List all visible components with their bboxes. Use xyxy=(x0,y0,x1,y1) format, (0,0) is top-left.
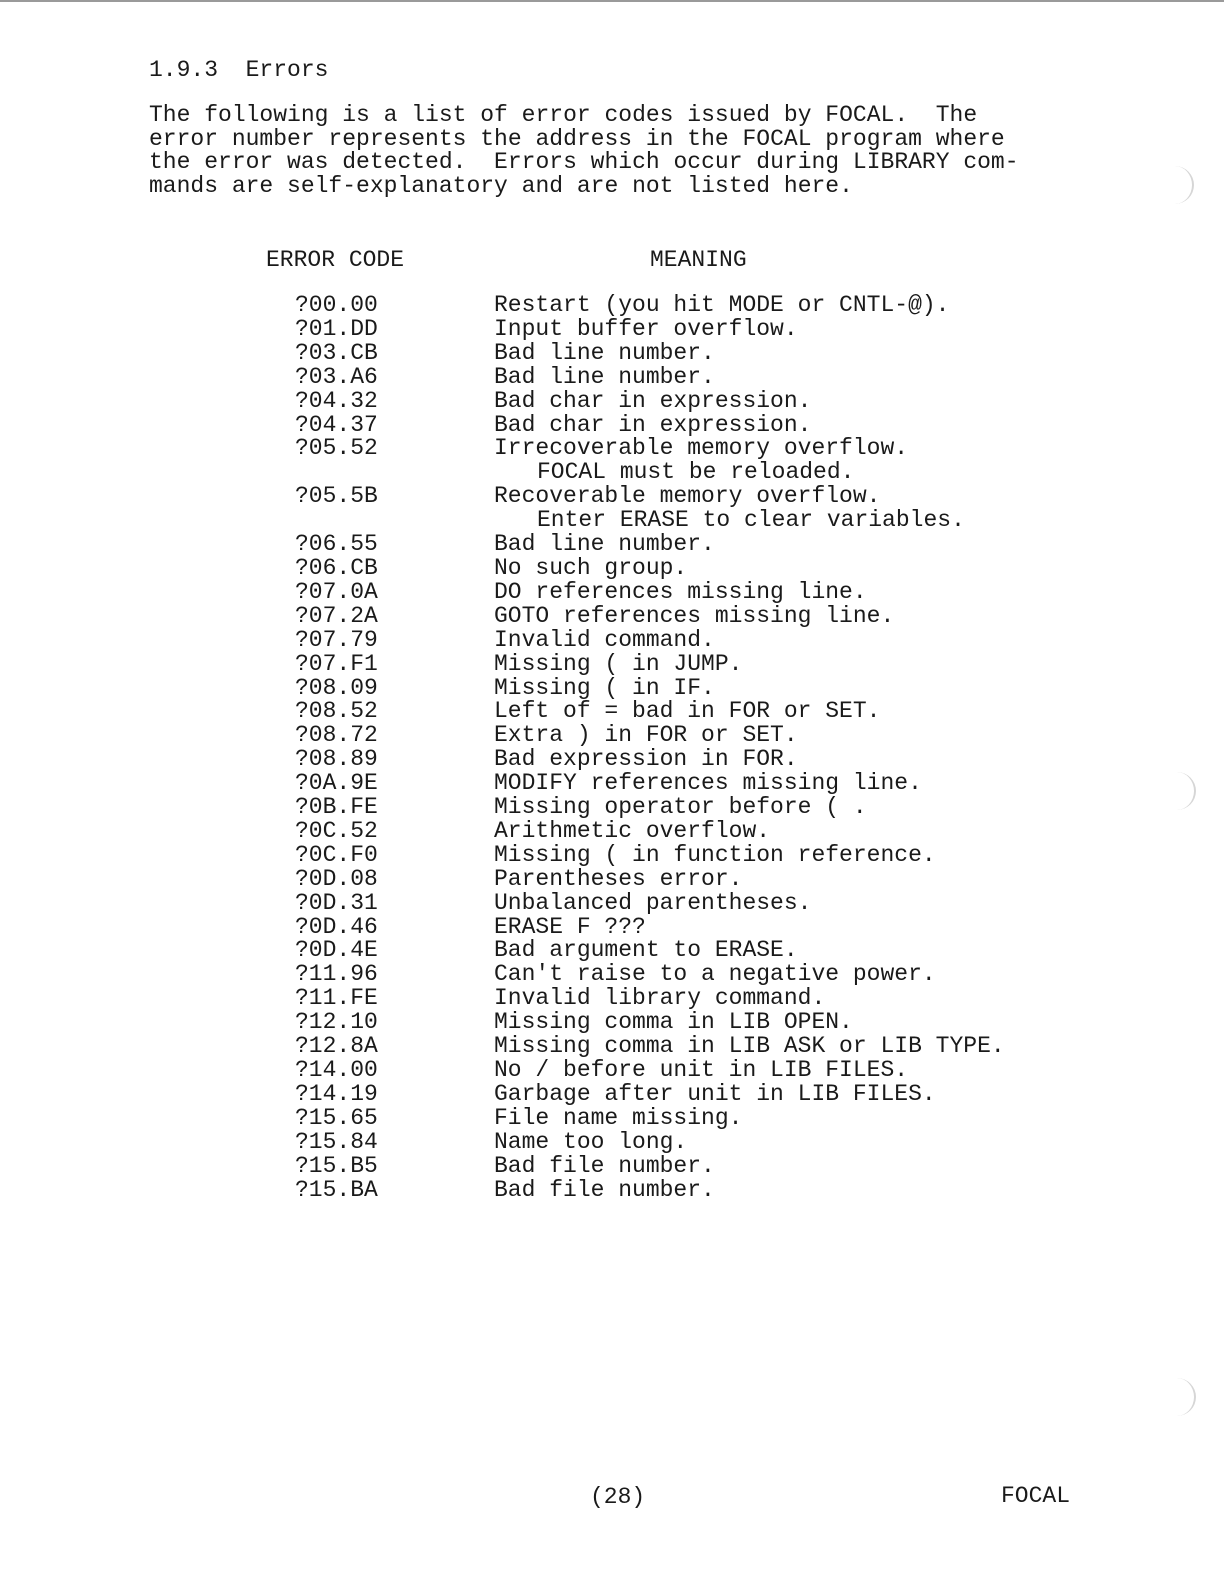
table-row xyxy=(295,987,1055,1011)
error-meaning-cell xyxy=(494,724,1055,748)
error-meaning-cell xyxy=(494,1176,1055,1203)
error-meaning-cell xyxy=(494,1011,1055,1035)
error-code: ?08.72 xyxy=(295,722,378,749)
error-code: ?05.5B xyxy=(295,483,378,510)
table-row xyxy=(295,411,1055,438)
table-row xyxy=(295,339,1055,366)
error-meaning: Can't raise to a negative power. xyxy=(494,961,936,988)
table-row xyxy=(295,772,1055,796)
error-meaning-continuation: FOCAL must be reloaded. xyxy=(537,459,855,486)
error-meaning: Bad line number. xyxy=(494,339,715,366)
error-meaning-continuation: Enter ERASE to clear variables. xyxy=(537,507,965,534)
error-code: ?15.65 xyxy=(295,1104,378,1131)
error-meaning: Garbage after unit in LIB FILES. xyxy=(494,1080,936,1107)
error-meaning-cell xyxy=(494,963,1055,987)
table-row xyxy=(295,363,1055,390)
error-code: ?0D.08 xyxy=(295,865,378,892)
error-meaning: Missing comma in LIB OPEN. xyxy=(494,1009,853,1036)
error-meaning: DO references missing line. xyxy=(494,578,867,605)
table-row xyxy=(295,485,1055,533)
error-code-table xyxy=(295,294,1055,1202)
table-row xyxy=(295,315,1055,342)
error-meaning: Extra ) in FOR or SET. xyxy=(494,722,798,749)
page-number: (28) xyxy=(590,1484,646,1510)
error-meaning: Missing ( in function reference. xyxy=(494,841,936,868)
table-row xyxy=(295,865,1055,892)
error-meaning-cell xyxy=(494,841,1055,868)
error-code: ?08.52 xyxy=(295,698,378,725)
table-row xyxy=(295,674,1055,701)
error-meaning-cell xyxy=(494,315,1055,342)
error-code: ?03.A6 xyxy=(295,363,378,390)
intro-line: The following is a list of error codes issued by FOCAL. The xyxy=(149,102,978,128)
table-row xyxy=(295,650,1055,677)
table-row xyxy=(295,294,1055,318)
error-meaning: Bad char in expression. xyxy=(494,387,812,414)
error-meaning-cell xyxy=(494,485,1055,533)
error-meaning: No / before unit in LIB FILES. xyxy=(494,1057,909,1083)
error-meaning-cell xyxy=(494,533,1055,557)
error-code: ?11.96 xyxy=(295,961,378,988)
table-row xyxy=(295,1059,1055,1083)
binder-hole-mark xyxy=(1172,1378,1196,1416)
error-meaning-cell xyxy=(494,1152,1055,1179)
error-code: ?08.89 xyxy=(295,746,378,773)
error-meaning: Restart (you hit MODE or CNTL-@). xyxy=(494,292,950,318)
error-code: ?14.19 xyxy=(295,1080,378,1107)
table-row xyxy=(295,700,1055,724)
table-row xyxy=(295,841,1055,868)
error-meaning-cell xyxy=(494,939,1055,963)
error-meaning: Missing ( in IF. xyxy=(494,674,715,701)
error-meaning-cell xyxy=(494,674,1055,701)
table-row xyxy=(295,554,1055,581)
error-meaning: Name too long. xyxy=(494,1128,688,1155)
error-meaning-cell xyxy=(494,650,1055,677)
error-meaning-cell xyxy=(494,700,1055,724)
error-code: ?00.00 xyxy=(295,292,378,318)
error-meaning-cell xyxy=(494,339,1055,366)
error-meaning: Arithmetic overflow. xyxy=(494,817,771,844)
error-meaning-cell xyxy=(494,772,1055,796)
error-meaning: Unbalanced parentheses. xyxy=(494,889,812,916)
error-code: ?07.2A xyxy=(295,602,378,629)
table-row xyxy=(295,913,1055,940)
error-code: ?08.09 xyxy=(295,674,378,701)
binder-hole-mark xyxy=(1172,772,1196,810)
table-row xyxy=(295,1035,1055,1059)
error-meaning-cell xyxy=(494,889,1055,916)
error-meaning: Recoverable memory overflow. xyxy=(494,483,881,510)
error-meaning-cell xyxy=(494,817,1055,844)
error-meaning-cell xyxy=(494,1080,1055,1107)
error-meaning: Missing comma in LIB ASK or LIB TYPE. xyxy=(494,1033,1005,1060)
error-code: ?06.55 xyxy=(295,531,378,558)
error-code: ?0A.9E xyxy=(295,770,378,797)
error-meaning: MODIFY references missing line. xyxy=(494,770,922,797)
error-code: ?12.8A xyxy=(295,1033,378,1060)
table-row xyxy=(295,602,1055,629)
error-code: ?0C.52 xyxy=(295,817,378,844)
error-meaning-cell xyxy=(494,1104,1055,1131)
table-row xyxy=(295,796,1055,820)
error-meaning: Irrecoverable memory overflow. xyxy=(494,435,909,462)
error-meaning: Missing operator before ( . xyxy=(494,794,867,821)
meaning-column-header: MEANING xyxy=(650,247,747,273)
error-meaning: Left of = bad in FOR or SET. xyxy=(494,698,881,725)
table-row xyxy=(295,1011,1055,1035)
error-code: ?0D.31 xyxy=(295,889,378,916)
table-row xyxy=(295,1152,1055,1179)
error-meaning: Bad argument to ERASE. xyxy=(494,937,798,964)
table-row xyxy=(295,1080,1055,1107)
error-meaning: Input buffer overflow. xyxy=(494,315,798,342)
error-meaning-cell xyxy=(494,437,1055,485)
error-meaning: Missing ( in JUMP. xyxy=(494,650,743,677)
table-row xyxy=(295,939,1055,963)
error-code: ?05.52 xyxy=(295,435,378,462)
table-row xyxy=(295,387,1055,414)
intro-line: error number represents the address in the FOCAL program where xyxy=(149,125,1005,152)
error-meaning: Invalid command. xyxy=(494,626,715,653)
error-meaning-cell xyxy=(494,913,1055,940)
table-row xyxy=(295,1176,1055,1203)
intro-line: the error was detected. Errors which occur during LIBRARY com- xyxy=(149,149,1019,175)
error-code: ?04.37 xyxy=(295,411,378,438)
error-code: ?07.F1 xyxy=(295,650,378,677)
error-meaning-cell xyxy=(494,294,1055,318)
binder-hole-mark xyxy=(1170,166,1194,204)
error-code: ?03.CB xyxy=(295,339,378,366)
error-meaning: Bad line number. xyxy=(494,531,715,558)
intro-line: mands are self-explanatory and are not listed here. xyxy=(149,172,853,199)
error-meaning: Bad file number. xyxy=(494,1152,715,1179)
error-code: ?0C.F0 xyxy=(295,841,378,868)
table-row xyxy=(295,626,1055,653)
error-meaning: Bad file number. xyxy=(494,1176,715,1203)
error-meaning: Bad char in expression. xyxy=(494,411,812,438)
error-code: ?04.32 xyxy=(295,387,378,414)
error-code: ?12.10 xyxy=(295,1009,378,1036)
error-code: ?0D.46 xyxy=(295,913,378,940)
table-row xyxy=(295,578,1055,605)
error-code: ?01.DD xyxy=(295,315,378,342)
table-row xyxy=(295,748,1055,772)
error-meaning-cell xyxy=(494,626,1055,653)
error-meaning: Invalid library command. xyxy=(494,985,826,1012)
error-meaning: Bad line number. xyxy=(494,363,715,390)
error-meaning: No such group. xyxy=(494,554,688,581)
error-meaning: ERASE F ??? xyxy=(494,913,646,940)
table-row xyxy=(295,963,1055,987)
table-row xyxy=(295,1104,1055,1131)
error-meaning-cell xyxy=(494,554,1055,581)
error-code: ?07.79 xyxy=(295,626,378,653)
error-meaning: Bad expression in FOR. xyxy=(494,746,798,773)
error-code: ?15.BA xyxy=(295,1176,378,1203)
error-code-column-header: ERROR CODE xyxy=(266,247,405,273)
table-row xyxy=(295,889,1055,916)
error-meaning-cell xyxy=(494,363,1055,390)
table-row xyxy=(295,1128,1055,1155)
error-meaning-cell xyxy=(494,1035,1055,1059)
error-meaning-cell xyxy=(494,578,1055,605)
error-meaning-cell xyxy=(494,748,1055,772)
error-meaning-cell xyxy=(494,1059,1055,1083)
table-row xyxy=(295,437,1055,485)
error-code: ?06.CB xyxy=(295,554,378,581)
table-row xyxy=(295,817,1055,844)
section-heading: 1.9.3 Errors xyxy=(149,57,329,83)
error-code: ?15.B5 xyxy=(295,1152,378,1179)
error-meaning: GOTO references missing line. xyxy=(494,602,895,629)
error-code: ?0D.4E xyxy=(295,937,378,964)
table-row xyxy=(295,533,1055,557)
error-meaning: Parentheses error. xyxy=(494,865,743,892)
error-meaning: File name missing. xyxy=(494,1104,743,1131)
error-code: ?0B.FE xyxy=(295,794,378,821)
running-footer-title: FOCAL xyxy=(1001,1483,1071,1509)
page-top-edge xyxy=(0,0,1224,2)
error-code: ?11.FE xyxy=(295,985,378,1012)
error-meaning-cell xyxy=(494,796,1055,820)
error-meaning-cell xyxy=(494,411,1055,438)
error-meaning-cell xyxy=(494,865,1055,892)
error-code: ?07.0A xyxy=(295,578,378,605)
error-meaning-cell xyxy=(494,1128,1055,1155)
error-meaning-cell xyxy=(494,387,1055,414)
error-meaning-cell xyxy=(494,602,1055,629)
error-code: ?15.84 xyxy=(295,1128,378,1155)
table-row xyxy=(295,724,1055,748)
error-code: ?14.00 xyxy=(295,1057,378,1083)
intro-paragraph xyxy=(149,104,1019,198)
error-meaning-cell xyxy=(494,987,1055,1011)
